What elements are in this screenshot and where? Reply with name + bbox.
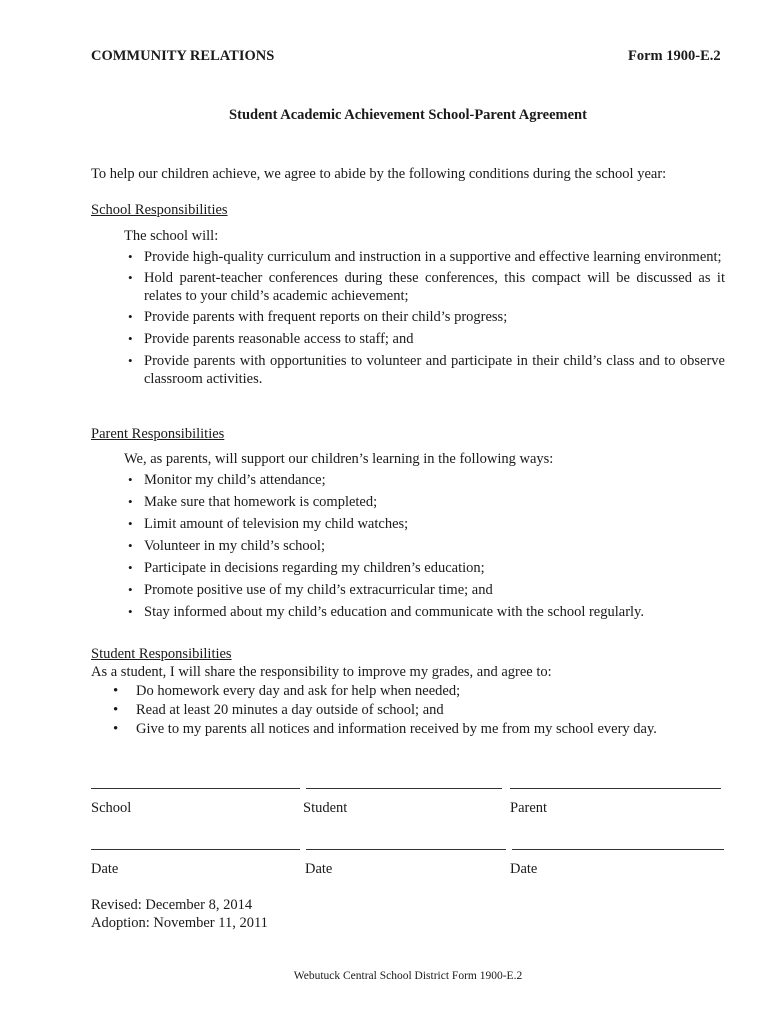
bullet-icon: •: [128, 309, 133, 324]
bullet-icon: •: [128, 494, 133, 509]
school-signature-label: School: [91, 800, 132, 816]
student-date-label: Date: [305, 861, 333, 877]
bullet-icon: •: [113, 683, 119, 699]
list-item: • Participate in decisions regarding my children’s education;: [124, 557, 725, 579]
parent-date-line[interactable]: [512, 849, 724, 850]
student-signature-label: Student: [303, 800, 348, 816]
list-item: • Hold parent-teacher conferences during these conferences, this compact will be discussed as it relates to your child’s academic achievement;: [128, 270, 725, 304]
school-heading: School Responsibilities: [91, 202, 228, 218]
parent-signature-line[interactable]: [510, 788, 721, 789]
bullet-icon: •: [113, 702, 119, 718]
intro-text: To help our children achieve, we agree to abide by the following conditions during the school year:: [91, 166, 667, 182]
list-item: • Stay informed about my child’s education and communicate with the school regularly.: [124, 601, 725, 623]
school-lead: The school will:: [124, 228, 219, 244]
list-item: • Do homework every day and ask for help when needed;: [113, 683, 461, 699]
list-item: • Provide parents with frequent reports on their child’s progress;: [128, 309, 508, 325]
school-date-label: Date: [91, 861, 119, 877]
bullet-icon: •: [128, 472, 133, 487]
bullet-icon: •: [128, 560, 133, 575]
parent-signature-label: Parent: [510, 800, 548, 816]
bullet-icon: •: [128, 582, 133, 597]
bullet-icon: •: [128, 249, 133, 264]
document-title: Student Academic Achievement School-Parent Agreement: [229, 107, 587, 123]
list-item: • Limit amount of television my child watches;: [124, 513, 725, 535]
list-item: • Promote positive use of my child’s extracurricular time; and: [124, 579, 725, 601]
list-item: • Monitor my child’s attendance;: [124, 469, 725, 491]
page-footer: Webutuck Central School District Form 1900-E.2: [293, 970, 523, 982]
student-signature-line[interactable]: [306, 788, 502, 789]
parent-heading: Parent Responsibilities: [91, 426, 225, 442]
header-left: COMMUNITY RELATIONS: [91, 48, 275, 64]
list-item: • Make sure that homework is completed;: [124, 491, 725, 513]
list-item: • Volunteer in my child’s school;: [124, 535, 725, 557]
student-lead: As a student, I will share the responsibility to improve my grades, and agree to:: [91, 664, 552, 680]
list-item: • Give to my parents all notices and information received by me from my school every day.: [113, 721, 657, 737]
school-list: [124, 248, 725, 388]
school-signature-line[interactable]: [91, 788, 300, 789]
adoption-date: Adoption: November 11, 2011: [91, 915, 268, 931]
school-date-line[interactable]: [91, 849, 300, 850]
bullet-icon: •: [128, 270, 133, 285]
bullet-icon: •: [128, 516, 133, 531]
bullet-icon: •: [128, 353, 133, 368]
student-date-line[interactable]: [306, 849, 506, 850]
student-heading: Student Responsibilities: [91, 646, 232, 662]
list-item: • Provide high-quality curriculum and instruction in a supportive and effective learning environment;: [128, 249, 722, 265]
bullet-icon: •: [128, 604, 133, 619]
bullet-icon: •: [113, 721, 119, 737]
revised-date: Revised: December 8, 2014: [91, 897, 253, 913]
parent-lead: We, as parents, will support our children’s learning in the following ways:: [124, 451, 554, 467]
parent-date-label: Date: [510, 861, 538, 877]
bullet-icon: •: [128, 538, 133, 553]
header-right: Form 1900-E.2: [628, 48, 721, 64]
parent-list: [124, 469, 725, 623]
list-item: • Read at least 20 minutes a day outside of school; and: [113, 702, 444, 718]
bullet-icon: •: [128, 331, 133, 346]
list-item: • Provide parents reasonable access to staff; and: [128, 331, 414, 347]
list-item: • Provide parents with opportunities to volunteer and participate in their child’s class and to observe classroom activities.: [128, 353, 725, 387]
student-list: [91, 682, 731, 739]
